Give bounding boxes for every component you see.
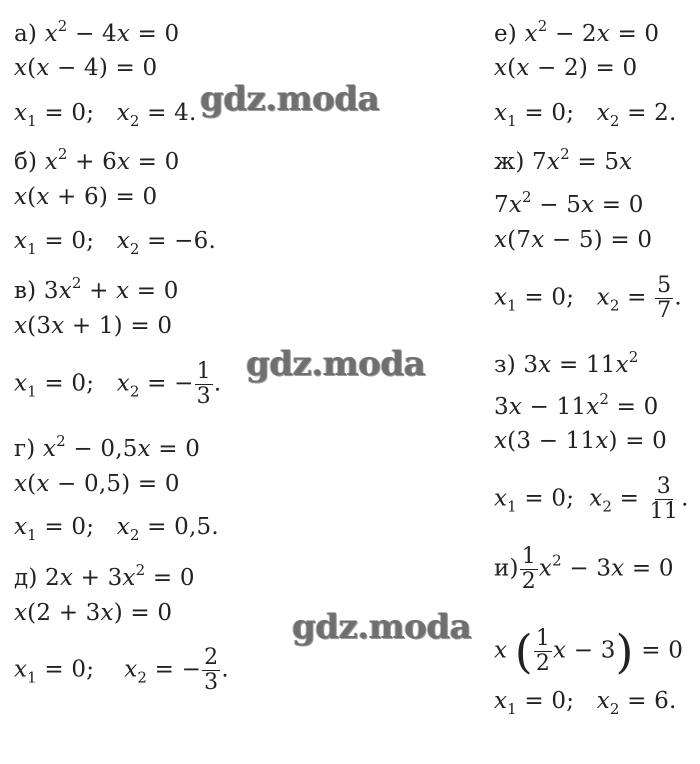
eq-b-statement: б) $x^2 + 6x = 0$ xyxy=(14,145,180,175)
eq-i-x2-value: 6. xyxy=(654,688,677,714)
eq-z-roots: $x_1 = 0$; $x_2$ = $\frac{3}{11}$ . xyxy=(494,474,689,524)
eq-v-roots: $x_1 = 0$; $x_2$ = − $\frac{1}{3}$ . xyxy=(14,359,222,409)
eq-g-roots: $x_1 = 0$; $x_2 = 0,5$. xyxy=(14,514,219,544)
eq-b-roots: $x_1 = 0$; $x_2 = -6$. xyxy=(14,228,216,258)
eq-i-statement: и) $\frac{1}{2}$ $x^2 - 3x = 0$ xyxy=(494,544,674,594)
eq-d-factored: x(2 + 3x) = 0 xyxy=(14,600,173,626)
eq-e-roots: $x_1 = 0$; $x_2 = 2$. xyxy=(494,100,677,130)
eq-d-num: 2 xyxy=(204,645,219,670)
label-z: з) xyxy=(494,352,516,378)
eq-z-num: 3 xyxy=(656,474,671,499)
watermark-middle: gdz.moda xyxy=(246,344,426,384)
eq-zh-den: 7 xyxy=(657,298,672,323)
label-b: б) xyxy=(14,149,38,175)
eq-d-statement: д) $2x + 3x^2 = 0$ xyxy=(14,561,195,591)
watermark-bottom: gdz.moda xyxy=(292,607,472,647)
eq-i-half-fraction xyxy=(520,545,538,594)
eq-g-factored: x(x − 0,5) = 0 xyxy=(14,471,180,497)
eq-a-statement: а) $x^2 - 4x = 0$ xyxy=(14,17,180,47)
eq-a-roots: $x_1 = 0$; $x_2 = 4$. xyxy=(14,100,197,130)
eq-zh-factored: x(7x − 5) = 0 xyxy=(494,227,653,253)
eq-i-factored-fraction xyxy=(534,627,552,676)
label-d: д) xyxy=(14,565,38,591)
eq-zh-num: 5 xyxy=(657,273,672,298)
eq-v-den: 3 xyxy=(196,384,211,409)
eq-zh-step: $7x^2 - 5x = 0$ xyxy=(494,188,644,218)
eq-v-factored: x(3x + 1) = 0 xyxy=(14,313,173,339)
eq-zh-fraction xyxy=(655,274,673,323)
eq-e-factored: x(x − 2) = 0 xyxy=(494,55,638,81)
eq-a-factored: x(x − 4) = 0 xyxy=(14,55,158,81)
eq-e-x2-value: 2. xyxy=(654,100,677,126)
eq-i-factored-num: 1 xyxy=(535,626,551,651)
eq-d-fraction xyxy=(202,646,220,695)
label-zh: ж) xyxy=(494,149,525,175)
label-g: г) xyxy=(14,436,36,462)
eq-i-roots: $x_1 = 0$; $x_2 = 6$. xyxy=(494,688,677,718)
eq-v-fraction xyxy=(195,360,213,409)
eq-b-factored: x(x + 6) = 0 xyxy=(14,184,158,210)
eq-z-fraction xyxy=(648,475,680,524)
eq-g-coef: 0,5 xyxy=(100,436,138,462)
label-v: в) xyxy=(14,278,37,304)
eq-i-half-num: 1 xyxy=(521,544,536,569)
eq-i-factored: x ( $\frac{1}{2}$ x − 3) = 0 xyxy=(494,624,684,679)
eq-i-half-den: 2 xyxy=(521,569,536,594)
eq-v-num: 1 xyxy=(196,359,211,384)
eq-zh-roots: $x_1 = 0$; $x_2$ = $\frac{5}{7}$ . xyxy=(494,273,682,323)
eq-z-step: $3x - 11x^2 = 0$ xyxy=(494,390,659,420)
eq-d-den: 3 xyxy=(204,670,219,695)
eq-z-statement: з) $3x = 11x^2$ xyxy=(494,348,639,378)
eq-e-statement: е) $x^2 - 2x = 0$ xyxy=(494,17,660,47)
eq-g-x2-value: 0,5. xyxy=(174,514,219,540)
watermark-top: gdz.moda xyxy=(200,79,380,119)
label-i: и) xyxy=(494,555,519,582)
eq-d-roots: $x_1 = 0$; $x_2$ = − $\frac{2}{3}$ . xyxy=(14,645,229,695)
label-e: е) xyxy=(494,21,517,47)
eq-v-statement: в) $3x^2 + x = 0$ xyxy=(14,274,179,304)
eq-g-statement: г) $x^2 - 0,5x = 0$ xyxy=(14,432,201,462)
eq-z-den: 11 xyxy=(649,499,679,524)
label-a: а) xyxy=(14,21,38,47)
eq-z-factored: x(3 − 11x) = 0 xyxy=(494,428,668,454)
eq-i-factored-den: 2 xyxy=(535,651,551,676)
eq-zh-statement: ж) $7x^2 = 5x$ xyxy=(494,145,633,175)
eq-b-x2-value: −6. xyxy=(174,228,216,254)
